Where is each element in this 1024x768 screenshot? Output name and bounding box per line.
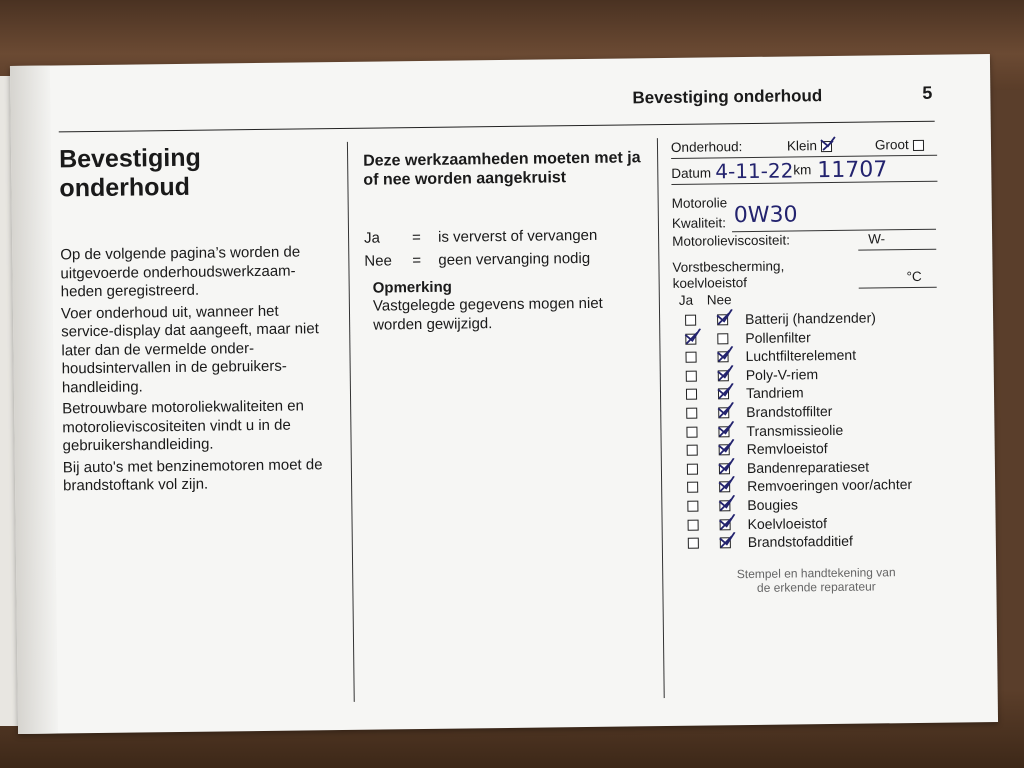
ja-checkbox[interactable] <box>687 482 698 493</box>
nee-checkbox[interactable] <box>718 389 729 400</box>
definition-equals: = <box>412 252 422 270</box>
main-heading <box>59 144 201 204</box>
checklist-item-label: Bandenreparatieset <box>746 458 870 476</box>
column-nee-header: Nee <box>706 292 732 308</box>
intro-paragraph: Op de volgende pagina’s worden de uitgevoerde onderhoudswerkzaam-heden geregistreerd. <box>60 243 301 301</box>
km-label: km <box>793 162 812 178</box>
form-rule <box>858 249 936 251</box>
main-heading-line-2: onderhoud <box>59 172 191 203</box>
checklist-item-label: Koelvloeistof <box>747 514 828 532</box>
klein-checkbox[interactable] <box>821 141 832 152</box>
checklist-item-label: Pollenfilter <box>745 328 811 346</box>
maintenance-form <box>670 135 941 595</box>
ja-checkbox[interactable] <box>686 370 697 381</box>
ja-checkbox[interactable] <box>686 408 697 419</box>
ja-checkbox[interactable] <box>686 352 697 363</box>
nee-checkbox[interactable] <box>719 463 730 474</box>
definition-text: is ververst of vervangen <box>437 226 598 246</box>
ja-checkbox[interactable] <box>688 538 699 549</box>
handwritten-check-icon <box>715 309 733 327</box>
handwritten-check-icon <box>717 495 735 513</box>
vorst-label-1: Vorstbescherming, <box>672 258 785 275</box>
vorst-unit: °C <box>906 268 922 285</box>
viscositeit-value: W- <box>868 231 886 247</box>
nee-checkbox[interactable] <box>718 426 729 437</box>
vorst-label-2: koelvloeistof <box>672 275 748 291</box>
checklist-item-label: Remvloeistof <box>746 440 828 458</box>
km-handwritten[interactable]: 11707 <box>817 157 888 184</box>
intro-text <box>60 243 335 499</box>
checklist-item-label: Batterij (handzender) <box>745 309 876 328</box>
nee-checkbox[interactable] <box>718 370 729 381</box>
handwritten-check-icon <box>717 514 735 532</box>
handwritten-check-icon <box>718 532 736 550</box>
ja-checkbox[interactable] <box>686 389 697 400</box>
handwritten-check-icon <box>716 365 734 383</box>
ja-checkbox[interactable] <box>688 519 699 530</box>
kwaliteit-label: Kwaliteit: <box>671 215 727 231</box>
checklist-row <box>676 532 946 553</box>
intro-paragraph: Voer onderhoud uit, wanneer het service-display dat aangeeft, maar niet later dan de vermelde onder-houdsintervallen in de gebruikers-handleiding. <box>60 302 319 396</box>
handwritten-check-icon <box>716 421 734 439</box>
page-gutter <box>10 66 58 734</box>
handwritten-check-icon <box>715 346 733 364</box>
booklet-page <box>10 54 998 734</box>
nee-checkbox[interactable] <box>719 482 730 493</box>
checklist-item-label: Brandstofadditief <box>747 532 853 551</box>
definition-equals: = <box>411 229 421 247</box>
nee-checkbox[interactable] <box>717 351 728 362</box>
form-rule <box>859 287 937 289</box>
nee-checkbox[interactable] <box>717 314 728 325</box>
checklist <box>673 309 943 551</box>
checklist-row <box>673 346 943 367</box>
intro-paragraph: Betrouwbare motoroliekwaliteiten en motorolieviscositeiten vindt u in de gebruikershandleiding. <box>62 397 305 455</box>
page-number: 5 <box>922 82 933 103</box>
nee-checkbox[interactable] <box>719 500 730 511</box>
definition-term: Nee <box>364 252 393 270</box>
viscositeit-label: Motorolieviscositeit: <box>672 232 791 249</box>
ja-checkbox[interactable] <box>685 333 696 344</box>
groot-checkbox[interactable] <box>912 140 923 151</box>
checklist-item-label: Tandriem <box>745 384 804 402</box>
checklist-item-label: Brandstoffilter <box>746 402 833 421</box>
form-rule <box>671 155 937 159</box>
groot-option[interactable] <box>875 137 924 153</box>
form-rule <box>671 181 937 185</box>
handwritten-check-icon <box>716 384 734 402</box>
ja-checkbox[interactable] <box>687 463 698 474</box>
running-title: Bevestiging onderhoud <box>632 86 823 108</box>
main-heading-line-1: Bevestiging <box>58 143 201 174</box>
definition-term: Ja <box>363 229 381 247</box>
definition-text: geen vervanging nodig <box>438 249 591 269</box>
handwritten-check-icon <box>716 402 734 420</box>
nee-checkbox[interactable] <box>718 407 729 418</box>
stamp-note-line-2: de erkende reparateur <box>756 579 876 595</box>
nee-checkbox[interactable] <box>720 537 731 548</box>
handwritten-check-icon <box>717 477 735 495</box>
checklist-item-label: Poly-V-riem <box>745 365 819 383</box>
handwritten-check-icon <box>683 328 701 346</box>
checklist-item-label: Remvoeringen voor/achter <box>747 476 913 495</box>
instruction-heading: Deze werkzaamheden moeten met ja of nee worden aangekruist <box>363 149 641 189</box>
nee-checkbox[interactable] <box>719 444 730 455</box>
intro-paragraph: Bij auto's met benzinemotoren moet de brandstoftank vol zijn. <box>62 455 323 495</box>
note-title: Opmerking <box>372 278 452 297</box>
checklist-item-label: Bougies <box>747 496 799 514</box>
checklist-item-label: Transmissieolie <box>746 421 844 439</box>
nee-checkbox[interactable] <box>720 519 731 530</box>
datum-handwritten[interactable]: 4-11-22 <box>715 158 794 184</box>
klein-label: Klein <box>786 138 818 154</box>
handwritten-check-icon <box>717 458 735 476</box>
klein-option[interactable] <box>787 138 832 154</box>
datum-label: Datum <box>671 165 712 181</box>
ja-checkbox[interactable] <box>685 315 696 326</box>
ja-checkbox[interactable] <box>687 445 698 456</box>
stamp-note-line-1: Stempel en handtekening van <box>736 565 896 582</box>
ja-checkbox[interactable] <box>687 501 698 512</box>
groot-label: Groot <box>874 137 909 153</box>
ja-checkbox[interactable] <box>686 426 697 437</box>
nee-checkbox[interactable] <box>717 333 728 344</box>
kwaliteit-handwritten[interactable]: 0W30 <box>733 202 798 229</box>
onderhoud-label: Onderhoud: <box>670 139 743 155</box>
stamp-note <box>706 565 926 596</box>
column-divider-2 <box>657 138 665 698</box>
form-rule <box>732 229 936 232</box>
column-ja-header: Ja <box>678 292 694 308</box>
handwritten-check-icon <box>717 439 735 457</box>
checklist-item-label: Luchtfilterelement <box>745 346 857 365</box>
column-divider-1 <box>347 142 355 702</box>
header-rule <box>59 121 935 133</box>
note-text: Vastgelegde gegevens mogen niet worden gewijzigd. <box>372 294 603 334</box>
handwritten-check-icon <box>819 136 837 154</box>
motorolie-label: Motorolie <box>671 195 728 211</box>
